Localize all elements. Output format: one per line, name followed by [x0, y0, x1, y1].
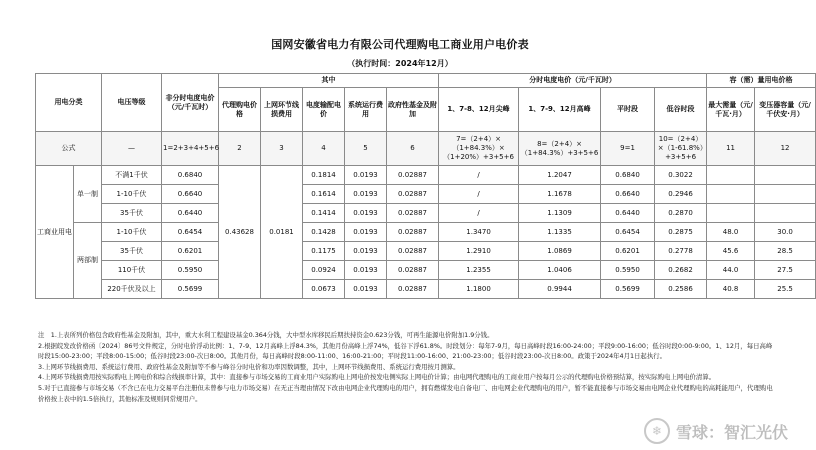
formula-valley: 10=（2+4）×（1-61.8%）+3+5+6 [655, 132, 707, 166]
formula-non-tou: 1=2+3+4+5+6 [162, 132, 219, 166]
table-cell-valley: 0.2682 [655, 261, 707, 280]
price-table [35, 73, 816, 299]
table-cell-high: 1.0869 [519, 242, 601, 261]
header-transmission-price: 电度输配电价 [303, 88, 345, 132]
header-valley: 低谷时段 [655, 88, 707, 132]
table-cell-sharp: 1.1800 [439, 280, 519, 299]
table-cell-transmission: 0.1614 [303, 185, 345, 204]
watermark-text: 雪球：智汇光伏 [675, 422, 788, 442]
table-cell-flat: 0.6454 [601, 223, 655, 242]
note-item: 4.上网环节线损费用按实际购电上网电价和综合线损率计算，其中：直接参与市场交易的工商业用户实际购电上网电价按发电侧实际上网电价计算；由电网代理购电的工商业用户按每月公示的代理购电价格预结算，按实际购电上网电价清算。 [38, 373, 716, 382]
table-cell-capacity: 28.5 [755, 242, 816, 261]
formula-c4: 4 [303, 132, 345, 166]
table-cell-fund: 0.02887 [387, 223, 439, 242]
table-cell-valley: 0.2946 [655, 185, 707, 204]
table-cell-capacity: 25.5 [755, 280, 816, 299]
table-cell-transmission: 0.1428 [303, 223, 345, 242]
table-cell-system: 0.0193 [345, 261, 387, 280]
table-cell-non-tou: 0.5950 [162, 261, 219, 280]
table-cell-max-demand: 48.0 [707, 223, 755, 242]
table-cell-voltage: 110千伏 [102, 261, 162, 280]
table-cell-flat: 0.5950 [601, 261, 655, 280]
snowball-logo-icon: ❄ [644, 418, 670, 444]
formula-label: 公式 [36, 132, 102, 166]
table-cell-non-tou: 0.6201 [162, 242, 219, 261]
table-cell-system: 0.0193 [345, 204, 387, 223]
note-item: 注 1.上表所列价格包含政府性基金及附加，其中，重大水利工程建设基金0.364分钱，大中型水库移民后期扶持资金0.623分钱，可再生能源电价附加1.9分钱。 [38, 331, 494, 339]
header-transformer-capacity: 变压器容量（元/千伏安·月） [755, 88, 816, 132]
note-item: 3.上网环节线损费用、系统运行费用、政府性基金及附加等不参与峰谷分时电价和功率因数调整，其中，上网环节线损费用、系统运行费用按月测算。 [38, 362, 460, 371]
table-cell-max-demand: 44.0 [707, 261, 755, 280]
category-commercial-industrial: 工商业用电 [36, 166, 74, 299]
table-cell-fund: 0.02887 [387, 185, 439, 204]
table-cell-high: 1.1678 [519, 185, 601, 204]
formula-voltage: — [102, 132, 162, 166]
watermark [644, 418, 788, 444]
table-cell-flat: 0.6840 [601, 166, 655, 185]
page-subtitle: （执行时间：2024年12月） [347, 59, 453, 68]
table-cell-sharp: / [439, 166, 519, 185]
table-cell-capacity: 27.5 [755, 261, 816, 280]
header-peak-high: 1、7-9、12月高峰 [519, 88, 601, 132]
table-cell-non-tou: 0.6640 [162, 185, 219, 204]
header-voltage-level: 电压等级 [102, 74, 162, 132]
formula-c2: 2 [219, 132, 261, 166]
table-cell-max-demand: 40.8 [707, 280, 755, 299]
header-electric-category: 用电分类 [36, 74, 102, 132]
table-cell-max-demand [707, 166, 755, 185]
formula-flat: 9=1 [601, 132, 655, 166]
table-cell-capacity: 30.0 [755, 223, 816, 242]
header-capacity-price: 容（需）量用电价格 [707, 74, 816, 88]
table-cell-fund: 0.02887 [387, 204, 439, 223]
table-cell-voltage: 1-10千伏 [102, 185, 162, 204]
formula-sharp: 7=（2+4）×（1+84.3%）×（1+20%）+3+5+6 [439, 132, 519, 166]
table-cell-valley: 0.2875 [655, 223, 707, 242]
two-part-label: 两部制 [74, 223, 102, 299]
formula-c5: 5 [345, 132, 387, 166]
table-cell-voltage: 不满1千伏 [102, 166, 162, 185]
header-agent-purchase-price: 代理购电价格 [219, 88, 261, 132]
page-title: 国网安徽省电力有限公司代理购电工商业用户电价表 [271, 38, 529, 51]
formula-high: 8=（2+4）×（1+84.3%）+3+5+6 [519, 132, 601, 166]
header-flat: 平时段 [601, 88, 655, 132]
table-cell-system: 0.0193 [345, 166, 387, 185]
table-cell-transmission: 0.0673 [303, 280, 345, 299]
table-cell-system: 0.0193 [345, 185, 387, 204]
table-cell-voltage: 35千伏 [102, 242, 162, 261]
table-cell-high: 1.0406 [519, 261, 601, 280]
table-cell-voltage: 35千伏 [102, 204, 162, 223]
formula-c11: 11 [707, 132, 755, 166]
table-cell-max-demand [707, 204, 755, 223]
table-cell-capacity [755, 185, 816, 204]
header-max-demand: 最大需量（元/千瓦·月） [707, 88, 755, 132]
table-cell-fund: 0.02887 [387, 242, 439, 261]
table-cell-sharp: / [439, 204, 519, 223]
note-item: 5.对于已直接参与市场交易（不含已在电力交易平台注册但未曾参与电力市场交易）在无正当理由情况下改由电网企业代理购电的用户，拥有燃煤发电自备电厂、由电网企业代理购电的用户，暂不能直接参与市场交易由电网企业代理购电的高耗能用户，代理购电价格按上表中的1.5倍执行，其他标准及规则同常规用户。 [38, 383, 773, 403]
table-cell-system: 0.0193 [345, 223, 387, 242]
table-cell-flat: 0.6201 [601, 242, 655, 261]
table-cell-fund: 0.02887 [387, 261, 439, 280]
table-cell-valley: 0.2778 [655, 242, 707, 261]
header-tou-price: 分时电度电价（元/千瓦时） [439, 74, 707, 88]
formula-c12: 12 [755, 132, 816, 166]
table-cell-capacity [755, 204, 816, 223]
table-cell-transmission: 0.0924 [303, 261, 345, 280]
header-among-them: 其中 [219, 74, 439, 88]
table-cell-system: 0.0193 [345, 242, 387, 261]
table-cell-high: 1.1309 [519, 204, 601, 223]
grid-loss-value: 0.0181 [261, 166, 303, 299]
table-cell-flat: 0.5699 [601, 280, 655, 299]
table-cell-voltage: 220千伏及以上 [102, 280, 162, 299]
table-cell-non-tou: 0.6440 [162, 204, 219, 223]
table-cell-valley: 0.3022 [655, 166, 707, 185]
table-cell-flat: 0.6440 [601, 204, 655, 223]
table-cell-sharp: 1.2910 [439, 242, 519, 261]
table-cell-sharp: 1.2355 [439, 261, 519, 280]
formula-c3: 3 [261, 132, 303, 166]
header-non-tou-price: 非分时电度电价（元/千瓦时） [162, 74, 219, 132]
single-system-label: 单一制 [74, 166, 102, 223]
table-cell-valley: 0.2870 [655, 204, 707, 223]
header-peak-sharp: 1、7-8、12月尖峰 [439, 88, 519, 132]
table-cell-system: 0.0193 [345, 280, 387, 299]
table-cell-transmission: 0.1414 [303, 204, 345, 223]
header-grid-loss-price: 上网环节线损费用 [261, 88, 303, 132]
agent-price-value: 0.43628 [219, 166, 261, 299]
table-cell-transmission: 0.1175 [303, 242, 345, 261]
table-cell-valley: 0.2586 [655, 280, 707, 299]
table-cell-flat: 0.6640 [601, 185, 655, 204]
header-system-op-cost: 系统运行费用 [345, 88, 387, 132]
table-cell-high: 0.9944 [519, 280, 601, 299]
table-cell-non-tou: 0.5699 [162, 280, 219, 299]
table-cell-fund: 0.02887 [387, 280, 439, 299]
notes-section [38, 330, 778, 404]
table-cell-capacity [755, 166, 816, 185]
table-cell-sharp: 1.3470 [439, 223, 519, 242]
table-cell-max-demand: 45.6 [707, 242, 755, 261]
table-cell-non-tou: 0.6840 [162, 166, 219, 185]
table-cell-high: 1.2047 [519, 166, 601, 185]
header-gov-fund: 政府性基金及附加 [387, 88, 439, 132]
note-item: 2.根据皖发改价格函〔2024〕86号文件规定，分时电价浮动比例：1、7-9、12月高峰上浮84.3%，其他月份高峰上浮74%，低谷下浮61.8%。时段划分：每年7-9月，每日高峰时段16:00-24:00；平段9:00-16:00；低谷时段0:00-9:00。1、12月，每日高峰时段15:00-23:00；平段8:00-15:00；低谷时段23:00-次日8:00。其他月份，每日高峰时段8:00-11:00、16:00-21:00；平时段11:00-16:00、21:00-23:00；低谷时段23:00-次日8:00。政策于2024年4月1日起执行。 [38, 341, 773, 361]
table-cell-non-tou: 0.6454 [162, 223, 219, 242]
table-cell-transmission: 0.1814 [303, 166, 345, 185]
table-cell-max-demand [707, 185, 755, 204]
formula-c6: 6 [387, 132, 439, 166]
table-cell-high: 1.1335 [519, 223, 601, 242]
table-cell-voltage: 1-10千伏 [102, 223, 162, 242]
table-cell-sharp: / [439, 185, 519, 204]
table-cell-fund: 0.02887 [387, 166, 439, 185]
